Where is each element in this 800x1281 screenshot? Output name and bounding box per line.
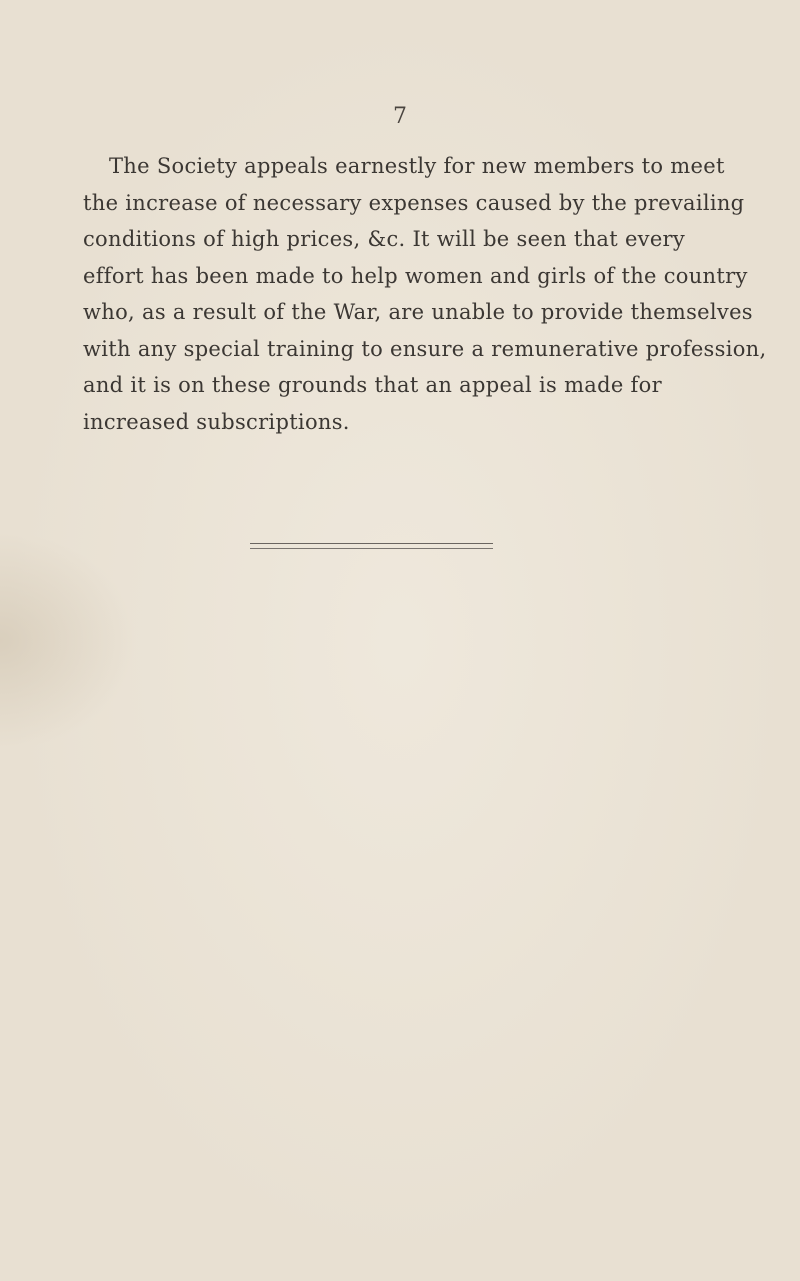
divider-rule-top <box>250 543 493 544</box>
paragraph-line: conditions of high prices, &c. It will be seen that every <box>83 227 686 251</box>
page-number: 7 <box>393 104 407 129</box>
paragraph-line: who, as a result of the War, are unable to provide themselves <box>83 300 753 324</box>
divider-rule-bottom <box>250 548 493 549</box>
appeal-paragraph <box>83 148 767 440</box>
paragraph-line: increased subscriptions. <box>83 409 350 434</box>
paragraph-line: effort has been made to help women and girls of the country <box>83 263 748 288</box>
paragraph-line: with any special training to ensure a remunerative profession, <box>83 336 767 361</box>
paragraph-line: the increase of necessary expenses caused by the prevailing <box>83 190 745 215</box>
paragraph-line: and it is on these grounds that an appeal is made for <box>83 373 662 397</box>
paragraph-line: The Society appeals earnestly for new members to meet <box>109 154 725 178</box>
section-divider <box>250 543 493 553</box>
